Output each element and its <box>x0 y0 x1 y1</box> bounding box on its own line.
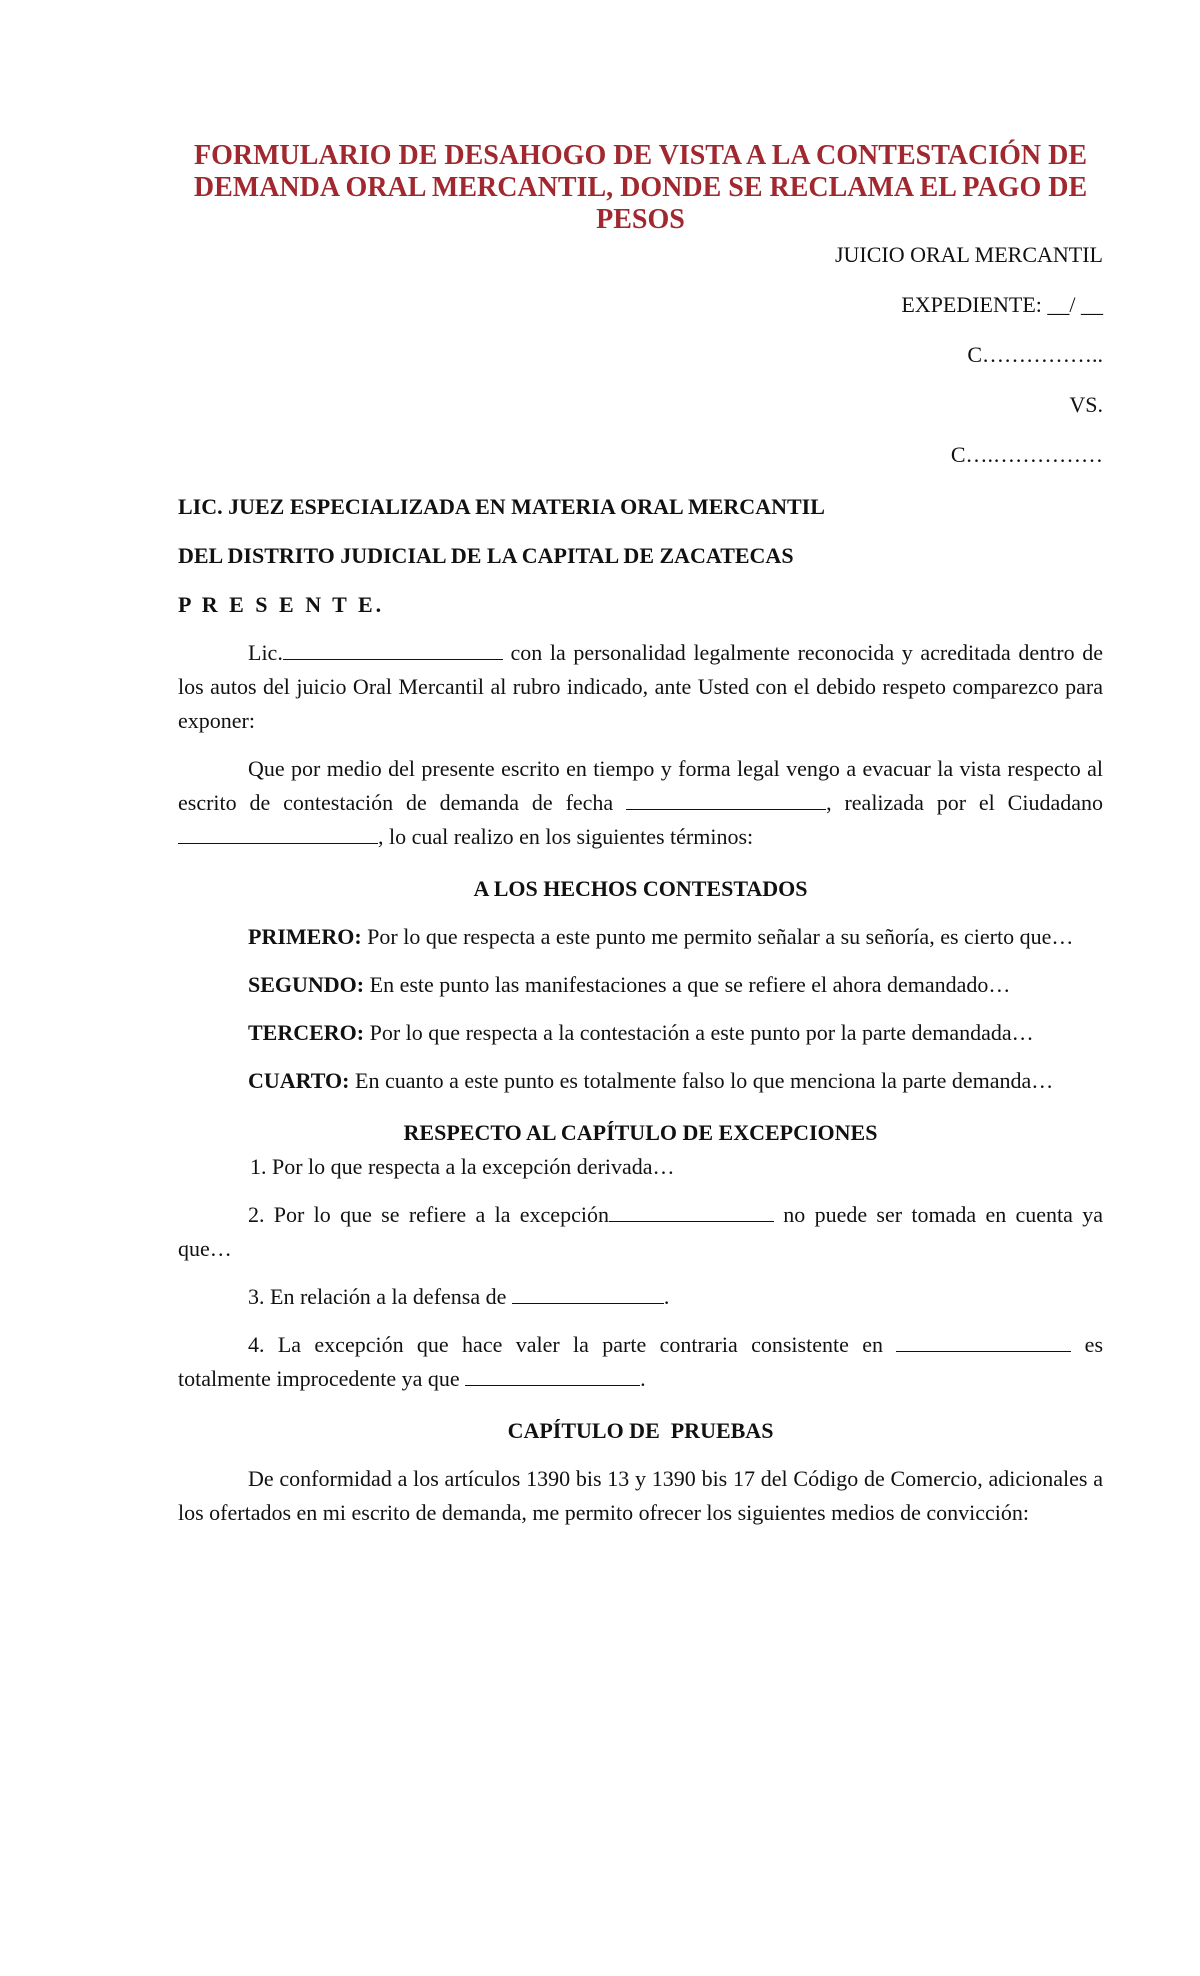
excepcion-2-text-a: 2. Por lo que se refiere a la excepción <box>248 1202 609 1227</box>
excepciones-heading: RESPECTO AL CAPÍTULO DE EXCEPCIONES <box>403 1120 878 1145</box>
hecho-label: SEGUNDO: <box>248 972 365 997</box>
document-page <box>178 140 1103 1530</box>
hecho-item-segundo <box>178 968 1103 1002</box>
improcedente-blank <box>465 1363 640 1386</box>
hecho-text: En este punto las manifestaciones a que se refiere el ahora demandado… <box>364 972 1011 997</box>
document-title: FORMULARIO DE DESAHOGO DE VISTA A LA CONTESTACIÓN DE DEMANDA ORAL MERCANTIL, DONDE SE RECLAMA EL PAGO DE PESOS <box>193 140 1088 235</box>
addressee-line-2: DEL DISTRITO JUDICIAL DE LA CAPITAL DE ZACATECAS <box>178 543 794 568</box>
intro-paragraph <box>178 636 1103 738</box>
excepcion-4-text-c: . <box>640 1366 646 1391</box>
ciudadano-blank <box>178 821 378 844</box>
vista-text-3: , lo cual realizo en los siguientes términos: <box>378 824 754 849</box>
vs-label: VS. <box>1069 392 1103 417</box>
excepcion-item-4 <box>178 1328 1103 1396</box>
hecho-item-tercero <box>178 1016 1103 1050</box>
hecho-label: PRIMERO: <box>248 924 362 949</box>
excepcion-item-3 <box>178 1280 1103 1314</box>
excepcion-3-text-b: . <box>663 1284 670 1309</box>
hecho-item-cuarto <box>178 1064 1103 1098</box>
demandado-label: C….…………… <box>950 442 1103 467</box>
hecho-text: En cuanto a este punto es totalmente falso lo que menciona la parte demanda… <box>349 1068 1054 1093</box>
excepcion-2-text-b: no puede ser tomada en cuenta ya que… <box>178 1202 1103 1261</box>
excepcion-item-2 <box>178 1198 1103 1266</box>
excepcion-3-text-a: 3. En relación a la defensa de <box>248 1284 512 1309</box>
excepcion-blank <box>609 1199 774 1222</box>
juicio-label: JUICIO ORAL MERCANTIL <box>834 242 1103 267</box>
excepcion-4-text-b: es totalmente improcedente ya que <box>178 1332 1104 1391</box>
excepcion-4-text-a: 4. La excepción que hace valer la parte contraria consistente en <box>248 1332 897 1357</box>
expediente-label: EXPEDIENTE: __/ __ <box>901 292 1103 317</box>
hecho-label: TERCERO: <box>248 1020 365 1045</box>
addressee-line-1: LIC. JUEZ ESPECIALIZADA EN MATERIA ORAL MERCANTIL <box>178 494 825 519</box>
addressee-line-3: P R E S E N T E. <box>178 592 385 617</box>
actor-label: C…………….. <box>967 342 1103 367</box>
hechos-heading: A LOS HECHOS CONTESTADOS <box>473 876 808 901</box>
defensa-blank <box>512 1281 664 1304</box>
vista-text-2: , realizada por el Ciudadano <box>826 790 1103 815</box>
vista-paragraph <box>178 752 1103 854</box>
pruebas-heading: CAPÍTULO DE PRUEBAS <box>507 1418 774 1443</box>
fecha-blank <box>626 787 826 810</box>
intro-text: con la personalidad legalmente reconocida y acreditada dentro de los autos del juicio Oral Mercantil al rubro indicado, ante Usted con el debido respeto comparezco para exponer: <box>178 640 1103 733</box>
hecho-label: CUARTO: <box>248 1068 350 1093</box>
lawyer-name-blank <box>283 637 503 660</box>
hecho-item-primero <box>178 920 1103 954</box>
hecho-text: Por lo que respecta a la contestación a este punto por la parte demandada… <box>364 1020 1034 1045</box>
pruebas-paragraph: De conformidad a los artículos 1390 bis 13 y 1390 bis 17 del Código de Comercio, adicionales a los ofertados en mi escrito de demanda, me permito ofrecer los siguientes medios de convicción: <box>178 1466 1103 1525</box>
vista-text-1: Que por medio del presente escrito en tiempo y forma legal vengo a evacuar la vista respecto al escrito de contestación de demanda de fecha <box>178 756 1103 815</box>
consistente-blank <box>896 1329 1071 1352</box>
hecho-text: Por lo que respecta a este punto me permito señalar a su señoría, es cierto que… <box>361 924 1074 949</box>
intro-lic: Lic. <box>248 640 283 665</box>
excepcion-item-1: 1. Por lo que respecta a la excepción derivada… <box>250 1154 675 1179</box>
